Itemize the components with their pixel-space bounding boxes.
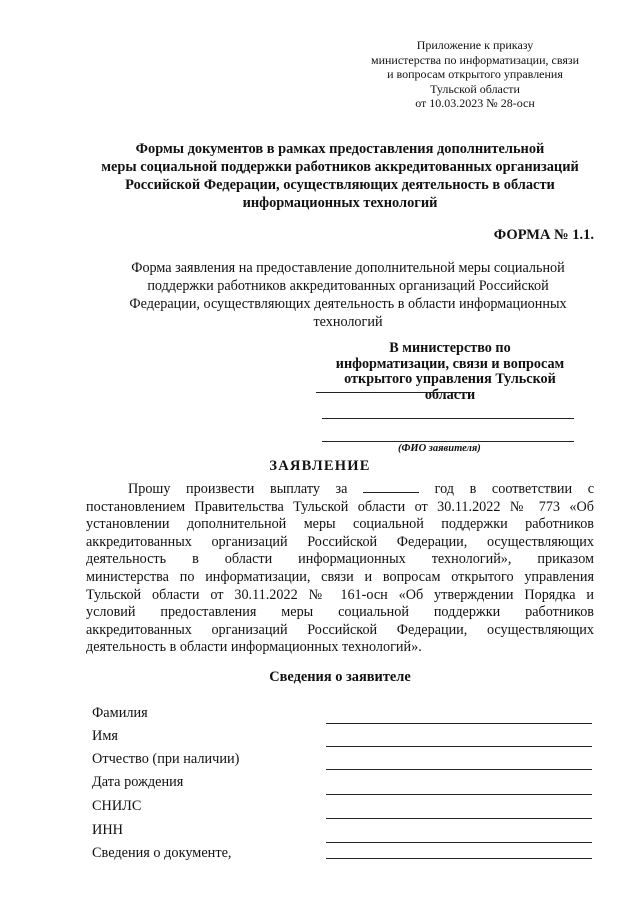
body-line: постановлением Правительства Тульской области от 30.11.2022 № 773 «Об	[86, 498, 594, 515]
body-last-line: деятельность в области информационных технологий».	[86, 639, 422, 656]
field-label-snils: СНИЛС	[92, 798, 142, 814]
addressee-line: информатизации, связи и вопросам	[335, 355, 565, 372]
annex-line: Приложение к приказу	[416, 38, 534, 52]
body-line: Тульской области от 30.11.2022 № 161-осн «Об утверждении Порядка и	[86, 586, 594, 603]
form-number: ФОРМА № 1.1.	[493, 227, 594, 243]
birth-date-field-line[interactable]	[326, 794, 592, 795]
subtitle-line: Форма заявления на предоставление дополнительной меры социальной	[131, 260, 565, 276]
subtitle-line: Федерации, осуществляющих деятельность в области информационных	[129, 296, 567, 312]
addressee-line: открытого управления Тульской	[344, 371, 556, 388]
addressee-block	[316, 341, 584, 403]
document-title	[80, 140, 600, 212]
inn-field-line[interactable]	[326, 842, 592, 843]
applicant-section-title: Сведения о заявителе	[269, 669, 411, 685]
field-label-inn: ИНН	[92, 822, 123, 838]
field-label-birth-date: Дата рождения	[92, 774, 184, 790]
form-subtitle	[88, 259, 608, 331]
year-blank-field[interactable]	[363, 480, 419, 493]
annex-line: от 10.03.2023 № 28-осн	[415, 96, 535, 111]
body-line: установлении дополнительной меры социальной поддержки работников	[86, 516, 594, 533]
annex-line: и вопросам открытого управления	[387, 67, 563, 82]
annex-line: министерства по информатизации, связи	[370, 52, 580, 67]
annex-line: Тульской области	[430, 81, 520, 96]
fio-caption: (ФИО заявителя)	[398, 443, 481, 454]
fio-blank-line-1[interactable]	[322, 418, 574, 419]
snils-field-line[interactable]	[326, 818, 592, 819]
annex-block	[345, 38, 605, 111]
body-line: министерства по информатизации, связи и вопросам открытого управления	[86, 568, 594, 585]
body-first-line-start: Прошу произвести выплату за	[128, 481, 348, 497]
field-label-surname: Фамилия	[92, 705, 148, 721]
subtitle-line: технологий	[313, 314, 383, 330]
body-first-line-end: год в соответствии с	[434, 481, 594, 497]
title-line: информационных технологий	[242, 195, 438, 211]
body-line: деятельность в области информационных технологий», приказом	[86, 551, 594, 568]
body-line: аккредитованных организаций Российской Федерации, осуществляющих	[86, 621, 594, 638]
body-first-line	[86, 480, 594, 499]
fio-blank-line-2[interactable]	[322, 441, 574, 442]
application-body	[86, 480, 594, 657]
document-info-field-line[interactable]	[326, 858, 592, 859]
field-label-patronymic: Отчество (при наличии)	[92, 751, 240, 767]
field-label-name: Имя	[92, 728, 118, 744]
title-line: Российской Федерации, осуществляющих деятельность в области	[125, 177, 555, 193]
field-label-document-info: Сведения о документе,	[92, 845, 232, 861]
subtitle-line: поддержки работников аккредитованных организаций Российской	[147, 278, 549, 294]
application-heading: ЗАЯВЛЕНИЕ	[269, 458, 371, 474]
body-line: условий предоставления меры социальной поддержки работников	[86, 604, 594, 621]
title-line: Формы документов в рамках предоставления дополнительной	[135, 141, 545, 157]
patronymic-field-line[interactable]	[326, 769, 592, 770]
addressee-line: области	[424, 386, 476, 403]
addressee-line: В министерство по	[389, 340, 511, 356]
name-field-line[interactable]	[326, 746, 592, 747]
body-line: аккредитованных организаций Российской Федерации, осуществляющих	[86, 533, 594, 550]
surname-field-line[interactable]	[326, 723, 592, 724]
title-line: меры социальной поддержки работников аккредитованных организаций	[101, 159, 579, 175]
addressee-underline	[316, 392, 471, 393]
